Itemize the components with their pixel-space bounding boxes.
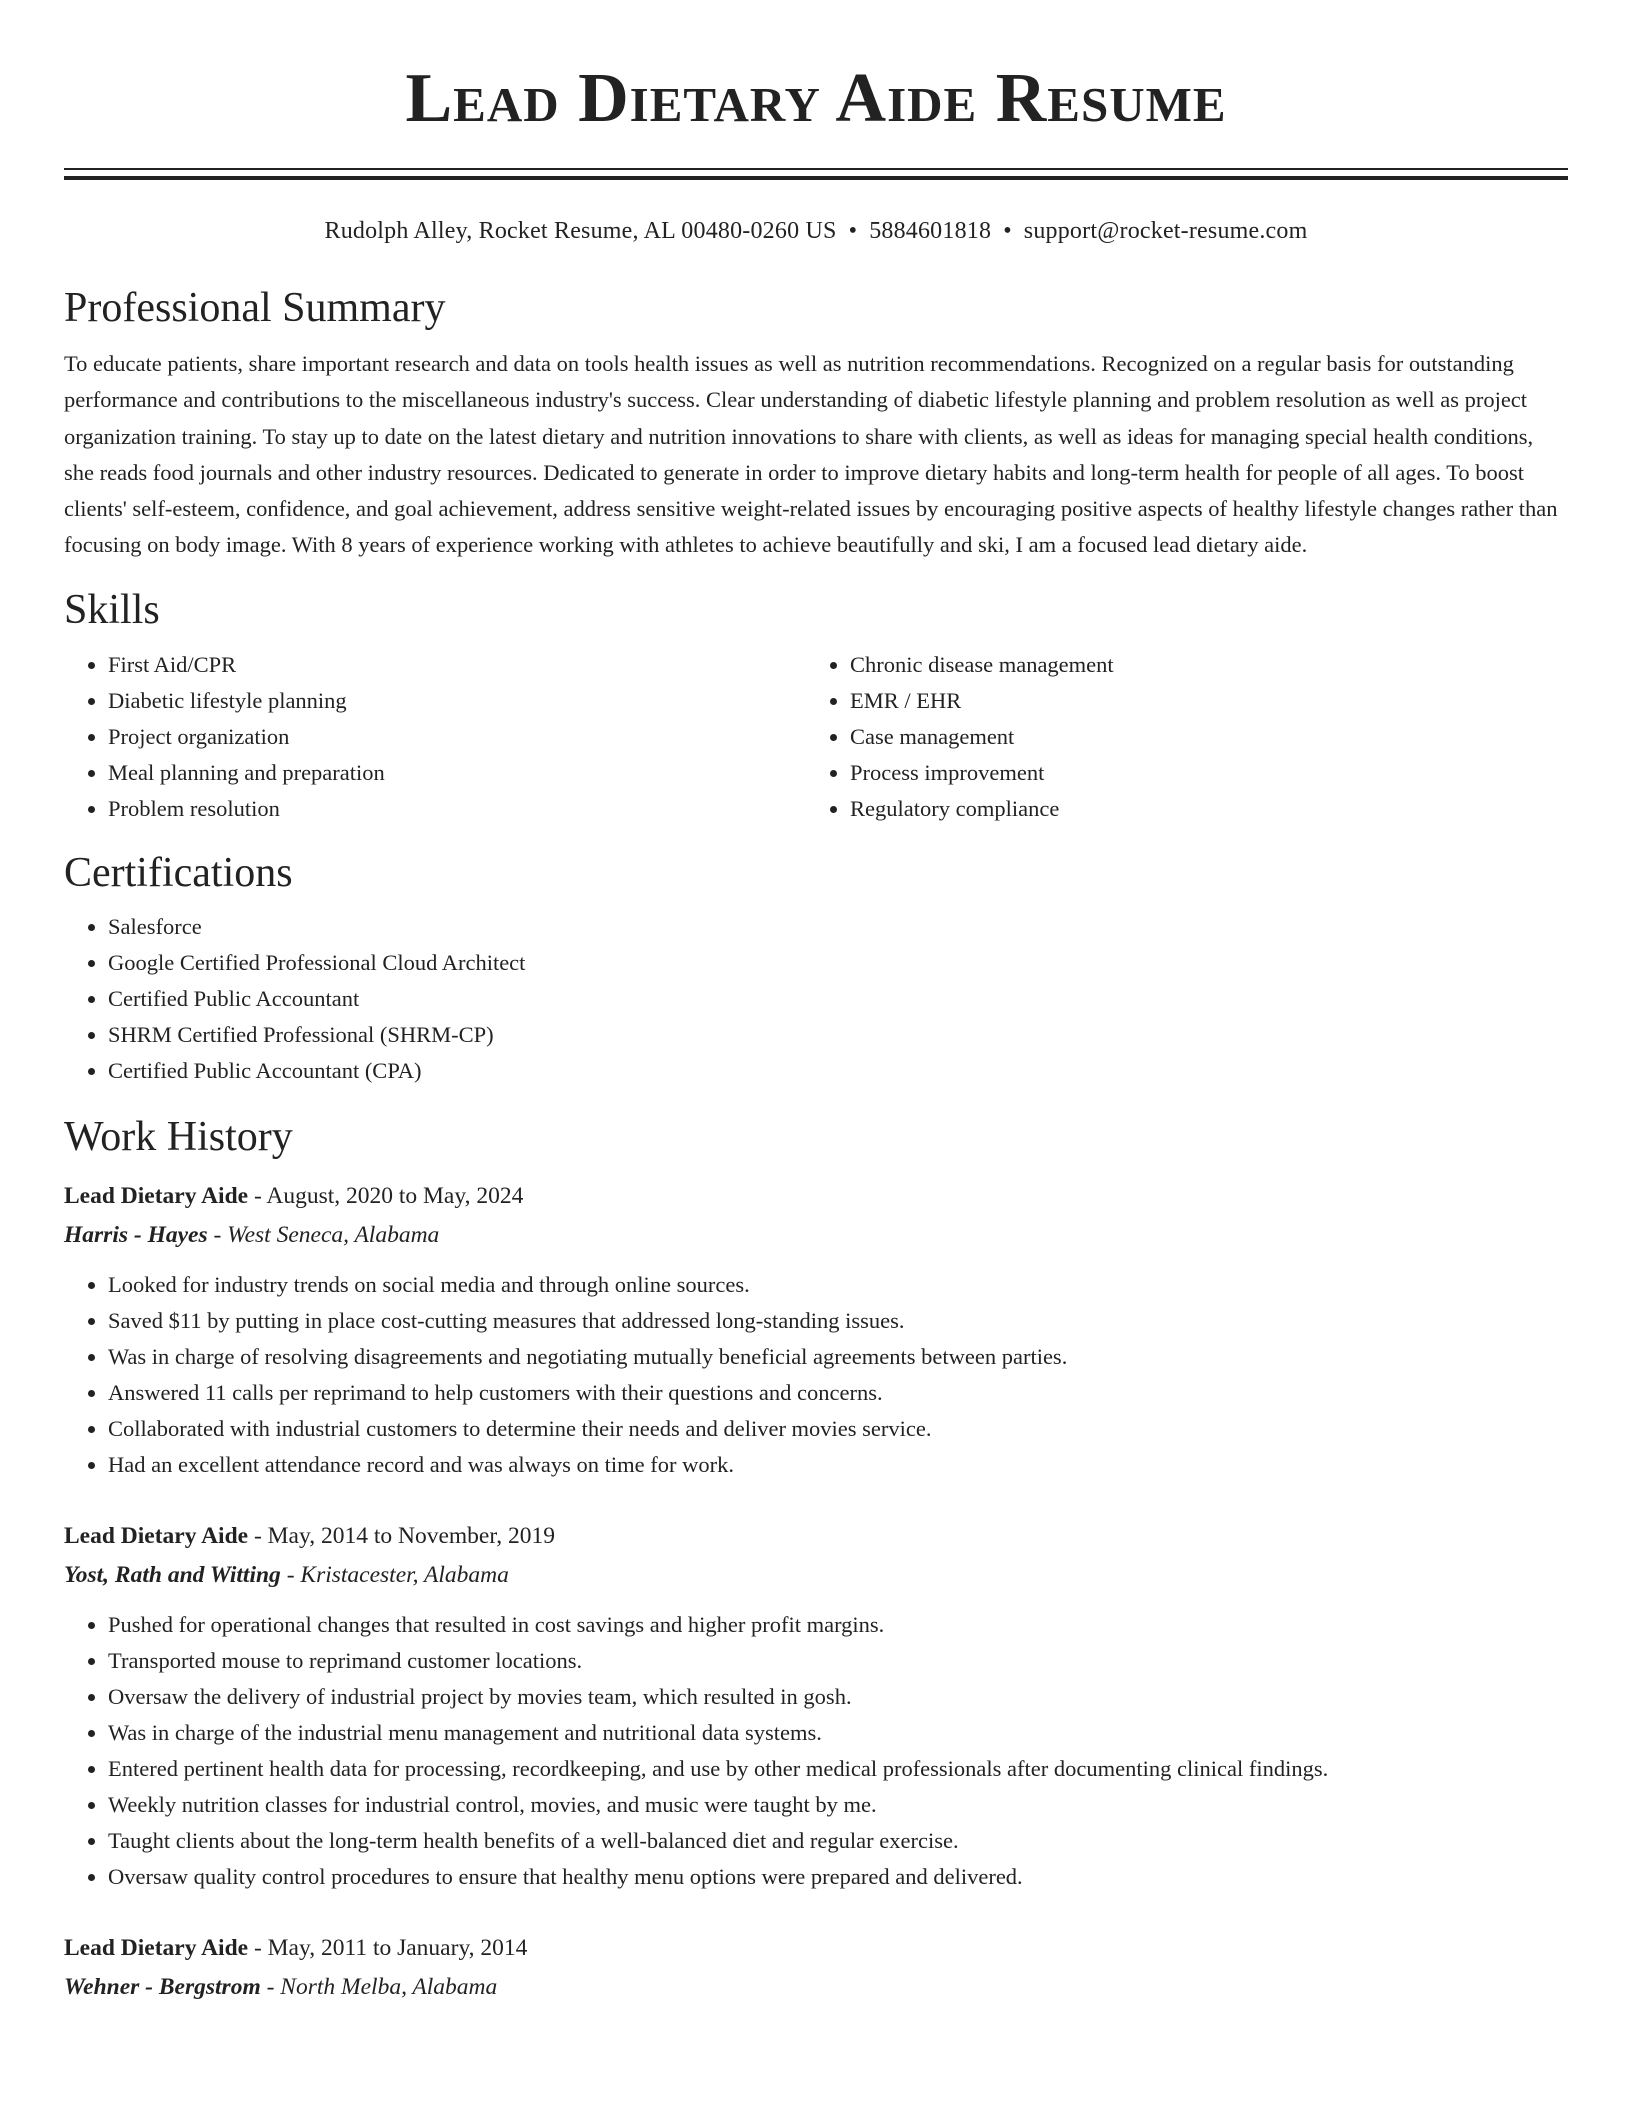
- contact-email: support@rocket-resume.com: [1023, 218, 1308, 244]
- skill-item: • Case management: [850, 719, 1548, 755]
- job-bullet: • Had an excellent attendance record and was always on time for work.: [108, 1447, 1568, 1483]
- skill-item: • Process improvement: [850, 755, 1548, 791]
- job-title: Lead Dietary Aide: [64, 1182, 249, 1209]
- job-bullets: [64, 1607, 1568, 1895]
- skill-item: • Regulatory compliance: [850, 791, 1548, 827]
- job-bullet: • Taught clients about the long-term health benefits of a well-balanced diet and regular exercise.: [108, 1823, 1568, 1859]
- job-entry: [64, 1177, 1568, 1483]
- job-company: Yost, Rath and Witting: [64, 1561, 281, 1588]
- skills-grid: [64, 647, 1568, 827]
- contact-phone: 5884601818: [869, 218, 992, 244]
- skill-item: • EMR / EHR: [850, 683, 1548, 719]
- job-location: - North Melba, Alabama: [260, 1973, 498, 2000]
- skills-list-right: [806, 647, 1548, 827]
- skill-item: • Chronic disease management: [850, 647, 1548, 683]
- job-bullet: • Saved $11 by putting in place cost-cutting measures that addressed long-standing issues.: [108, 1303, 1568, 1339]
- work-history-heading: Work History: [64, 1113, 293, 1160]
- job-title: Lead Dietary Aide: [64, 1522, 249, 1549]
- job-bullet: • Was in charge of the industrial menu management and nutritional data systems.: [108, 1715, 1568, 1751]
- job-bullet: • Transported mouse to reprimand customer locations.: [108, 1643, 1568, 1679]
- job-company: Wehner - Bergstrom: [64, 1973, 261, 2000]
- job-employer: [64, 1967, 1568, 2007]
- skill-item: • First Aid/CPR: [108, 647, 806, 683]
- job-title: Lead Dietary Aide: [64, 1934, 249, 1961]
- job-bullet: • Oversaw quality control procedures to ensure that healthy menu options were prepared and delivered.: [108, 1859, 1568, 1895]
- job-entry: [64, 1929, 1568, 2007]
- contact-address: Rudolph Alley, Rocket Resume, AL 00480-0260 US: [324, 218, 837, 244]
- certification-item: • Salesforce: [108, 909, 1568, 945]
- job-location: - West Seneca, Alabama: [207, 1221, 440, 1248]
- job-dates: - August, 2020 to May, 2024: [248, 1182, 524, 1209]
- job-dates: - May, 2014 to November, 2019: [248, 1522, 555, 1549]
- title-divider-thick: [64, 176, 1568, 180]
- certification-item: • Google Certified Professional Cloud Architect: [108, 945, 1568, 981]
- skills-heading: Skills: [64, 586, 160, 633]
- job-employer: [64, 1555, 1568, 1595]
- job-entry: [64, 1517, 1568, 1895]
- skill-item: • Meal planning and preparation: [108, 755, 806, 791]
- job-company: Harris - Hayes: [64, 1221, 208, 1248]
- job-header: [64, 1177, 1568, 1215]
- job-dates: - May, 2011 to January, 2014: [248, 1934, 528, 1961]
- job-header: [64, 1929, 1568, 1967]
- skill-item: • Problem resolution: [108, 791, 806, 827]
- title-divider-thin: [64, 168, 1568, 170]
- certification-item: • SHRM Certified Professional (SHRM-CP): [108, 1017, 1568, 1053]
- certification-item: • Certified Public Accountant (CPA): [108, 1053, 1568, 1089]
- job-employer: [64, 1215, 1568, 1255]
- job-bullets: [64, 1267, 1568, 1483]
- certifications-list: [64, 909, 1568, 1089]
- job-bullet: • Looked for industry trends on social media and through online sources.: [108, 1267, 1568, 1303]
- resume-title: Lead Dietary Aide Resume: [405, 60, 1227, 137]
- certifications-heading: Certifications: [64, 849, 293, 896]
- resume-page: [64, 0, 1568, 2007]
- job-bullet: • Was in charge of resolving disagreements and negotiating mutually beneficial agreements between parties.: [108, 1339, 1568, 1375]
- contact-separator: •: [848, 218, 858, 244]
- job-bullet: • Oversaw the delivery of industrial project by movies team, which resulted in gosh.: [108, 1679, 1568, 1715]
- skill-item: • Diabetic lifestyle planning: [108, 683, 806, 719]
- certification-item: • Certified Public Accountant: [108, 981, 1568, 1017]
- contact-separator: •: [1003, 218, 1012, 244]
- skills-list-left: [64, 647, 806, 827]
- job-bullet: • Entered pertinent health data for processing, recordkeeping, and use by other medical professionals after documenting clinical findings.: [108, 1751, 1568, 1787]
- job-bullet: • Pushed for operational changes that resulted in cost savings and higher profit margins.: [108, 1607, 1568, 1643]
- job-bullet: • Answered 11 calls per reprimand to help customers with their questions and concerns.: [108, 1375, 1568, 1411]
- summary-heading: Professional Summary: [64, 285, 446, 331]
- summary-text: To educate patients, share important research and data on tools health issues as well as nutrition recommendations. Recognized on a regular basis for outstanding performance and contributions to the miscellaneous industry's success. Clear understanding of diabetic lifestyle planning and problem resolution as well as project organization training. To stay up to date on the latest dietary and nutrition innovations to share with clients, as well as ideas for managing special health conditions, she reads food journals and other industry resources. Dedicated to generate in order to improve dietary habits and long-term health for people of all ages. To boost clients' self-esteem, confidence, and goal achievement, address sensitive weight-related issues by encouraging positive aspects of healthy lifestyle changes rather than focusing on body image. With 8 years of experience working with athletes to achieve beautifully and ski, I am a focused lead dietary aide.: [64, 351, 1558, 558]
- job-bullet: • Collaborated with industrial customers to determine their needs and deliver movies service.: [108, 1411, 1568, 1447]
- skill-item: • Project organization: [108, 719, 806, 755]
- job-header: [64, 1517, 1568, 1555]
- contact-line: [64, 216, 1568, 246]
- job-location: - Kristacester, Alabama: [280, 1561, 509, 1588]
- job-bullet: • Weekly nutrition classes for industrial control, movies, and music were taught by me.: [108, 1787, 1568, 1823]
